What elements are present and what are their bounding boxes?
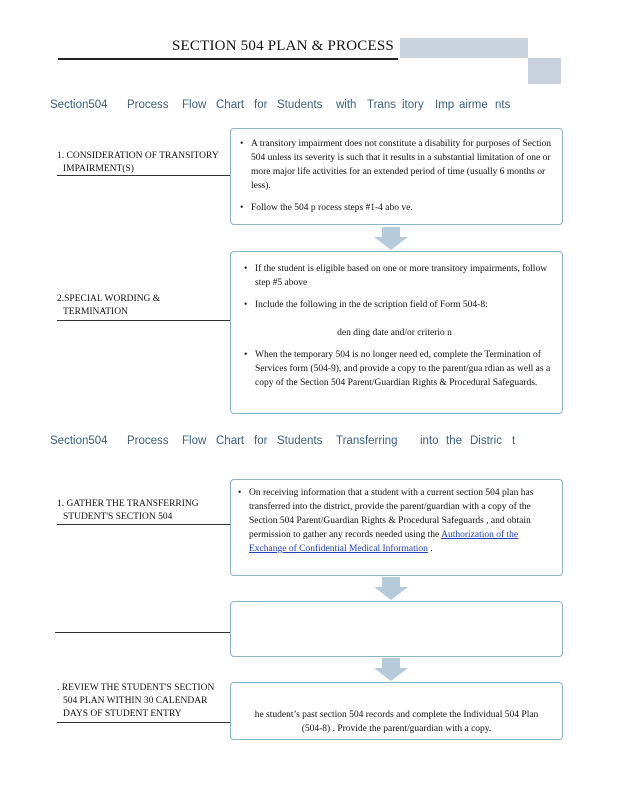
page-title: SECTION 504 PLAN & PROCESS (172, 38, 394, 54)
description-text: den ding date and/or criterio n (337, 328, 452, 338)
heading-word: Section504 (50, 435, 108, 447)
heading-word: for (254, 99, 268, 111)
step-label-line: 1. CONSIDERATION OF TRANSITORY (57, 151, 219, 161)
header-decoration-bar (400, 38, 528, 58)
step-label-line: DAYS OF STUDENT ENTRY (63, 709, 182, 719)
step-label-rule (57, 524, 230, 525)
heading-word: Chart (216, 99, 245, 111)
heading-word: Students (277, 435, 323, 447)
heading-word: into (420, 435, 439, 447)
step-label-line: . REVIEW THE STUDENT'S SECTION (57, 683, 215, 693)
title-underline (58, 58, 398, 60)
heading-word: Imp (435, 99, 455, 111)
info-box-gather (230, 479, 563, 576)
heading-word: Trans (367, 99, 396, 111)
step-label-rule (57, 175, 230, 176)
bullet-item: • If the student is eligible based on one or more transitory impairments, follow step #5 above (237, 262, 552, 290)
step-label-line: 2.SPECIAL WORDING & (57, 294, 161, 304)
step-label-special-wording (57, 293, 160, 319)
heading-word: Flow (182, 435, 207, 447)
info-box-review (230, 682, 563, 740)
step-label-rule (55, 632, 230, 633)
step-label-line: STUDENT'S SECTION 504 (63, 512, 173, 522)
step-label-line: 504 PLAN WITHIN 30 CALENDAR (63, 696, 208, 706)
step-label-gather (57, 498, 199, 524)
info-box-empty (230, 601, 563, 657)
heading-word: Transferring (336, 435, 398, 447)
flow-heading-transitory (0, 99, 618, 113)
bullet-item: • A transitory impairment does not constitute a disability for purposes of Section 504 unless its severity is such that it results in a substantial limitation of one or more major life activities for an extended period of time (usually 6 months or less). (233, 137, 552, 193)
bullet-item: • Include the following in the de scription field of Form 504-8: (237, 298, 552, 312)
heading-word: Distric (470, 435, 502, 447)
heading-word: Section504 (50, 99, 108, 111)
step-label-line: 1. GATHER THE TRANSFERRING (57, 499, 199, 509)
bullet-item (231, 486, 550, 556)
heading-word: Process (127, 435, 169, 447)
heading-word: itory (402, 99, 424, 111)
info-box-transitory (230, 128, 563, 225)
heading-word: Process (127, 99, 169, 111)
heading-word: Chart (216, 435, 245, 447)
heading-word: airme (459, 99, 488, 111)
step-label-line: TERMINATION (63, 307, 128, 317)
step-label-line: IMPAIRMENT(S) (63, 164, 134, 174)
heading-word: Flow (182, 99, 207, 111)
authorization-form-link[interactable]: Authorization of the Exchange of Confidential Medical Information (249, 530, 519, 554)
bullet-item: • Follow the 504 p rocess steps #1-4 abo ve. (233, 201, 552, 215)
header-decoration-block (528, 58, 561, 84)
bullet-item: • When the temporary 504 is no longer need ed, complete the Termination of Services form (504-9), and provide a copy to the parent/gua rdian as well as a copy of the Section 504 Parent/Guardian Rights & Procedural Safeguards. (237, 348, 552, 390)
gather-text-end: . (430, 544, 433, 554)
flow-heading-transferring (0, 435, 618, 449)
step-label-consideration (57, 150, 219, 176)
heading-word: Students (277, 99, 323, 111)
step-label-review (57, 682, 214, 721)
step-label-rule (57, 722, 230, 723)
heading-word: t (512, 435, 516, 447)
heading-word: for (254, 435, 268, 447)
heading-word: nts (495, 99, 511, 111)
step-label-rule (57, 320, 230, 321)
heading-word: with (336, 99, 357, 111)
review-text: he student’s past section 504 records and complete the Individual 504 Plan (504-8) . Provide the parent/guardian with a copy. (254, 710, 539, 734)
info-box-special-wording (230, 251, 563, 414)
heading-word: the (446, 435, 462, 447)
gather-text: On receiving information that a student with a current section 504 plan has transferred into the district, provide the parent/guardian with a copy of the Section 504 Parent/Guardian Rights & Procedural Safeguards , and obtain permission to gather any records needed using the (249, 488, 534, 540)
